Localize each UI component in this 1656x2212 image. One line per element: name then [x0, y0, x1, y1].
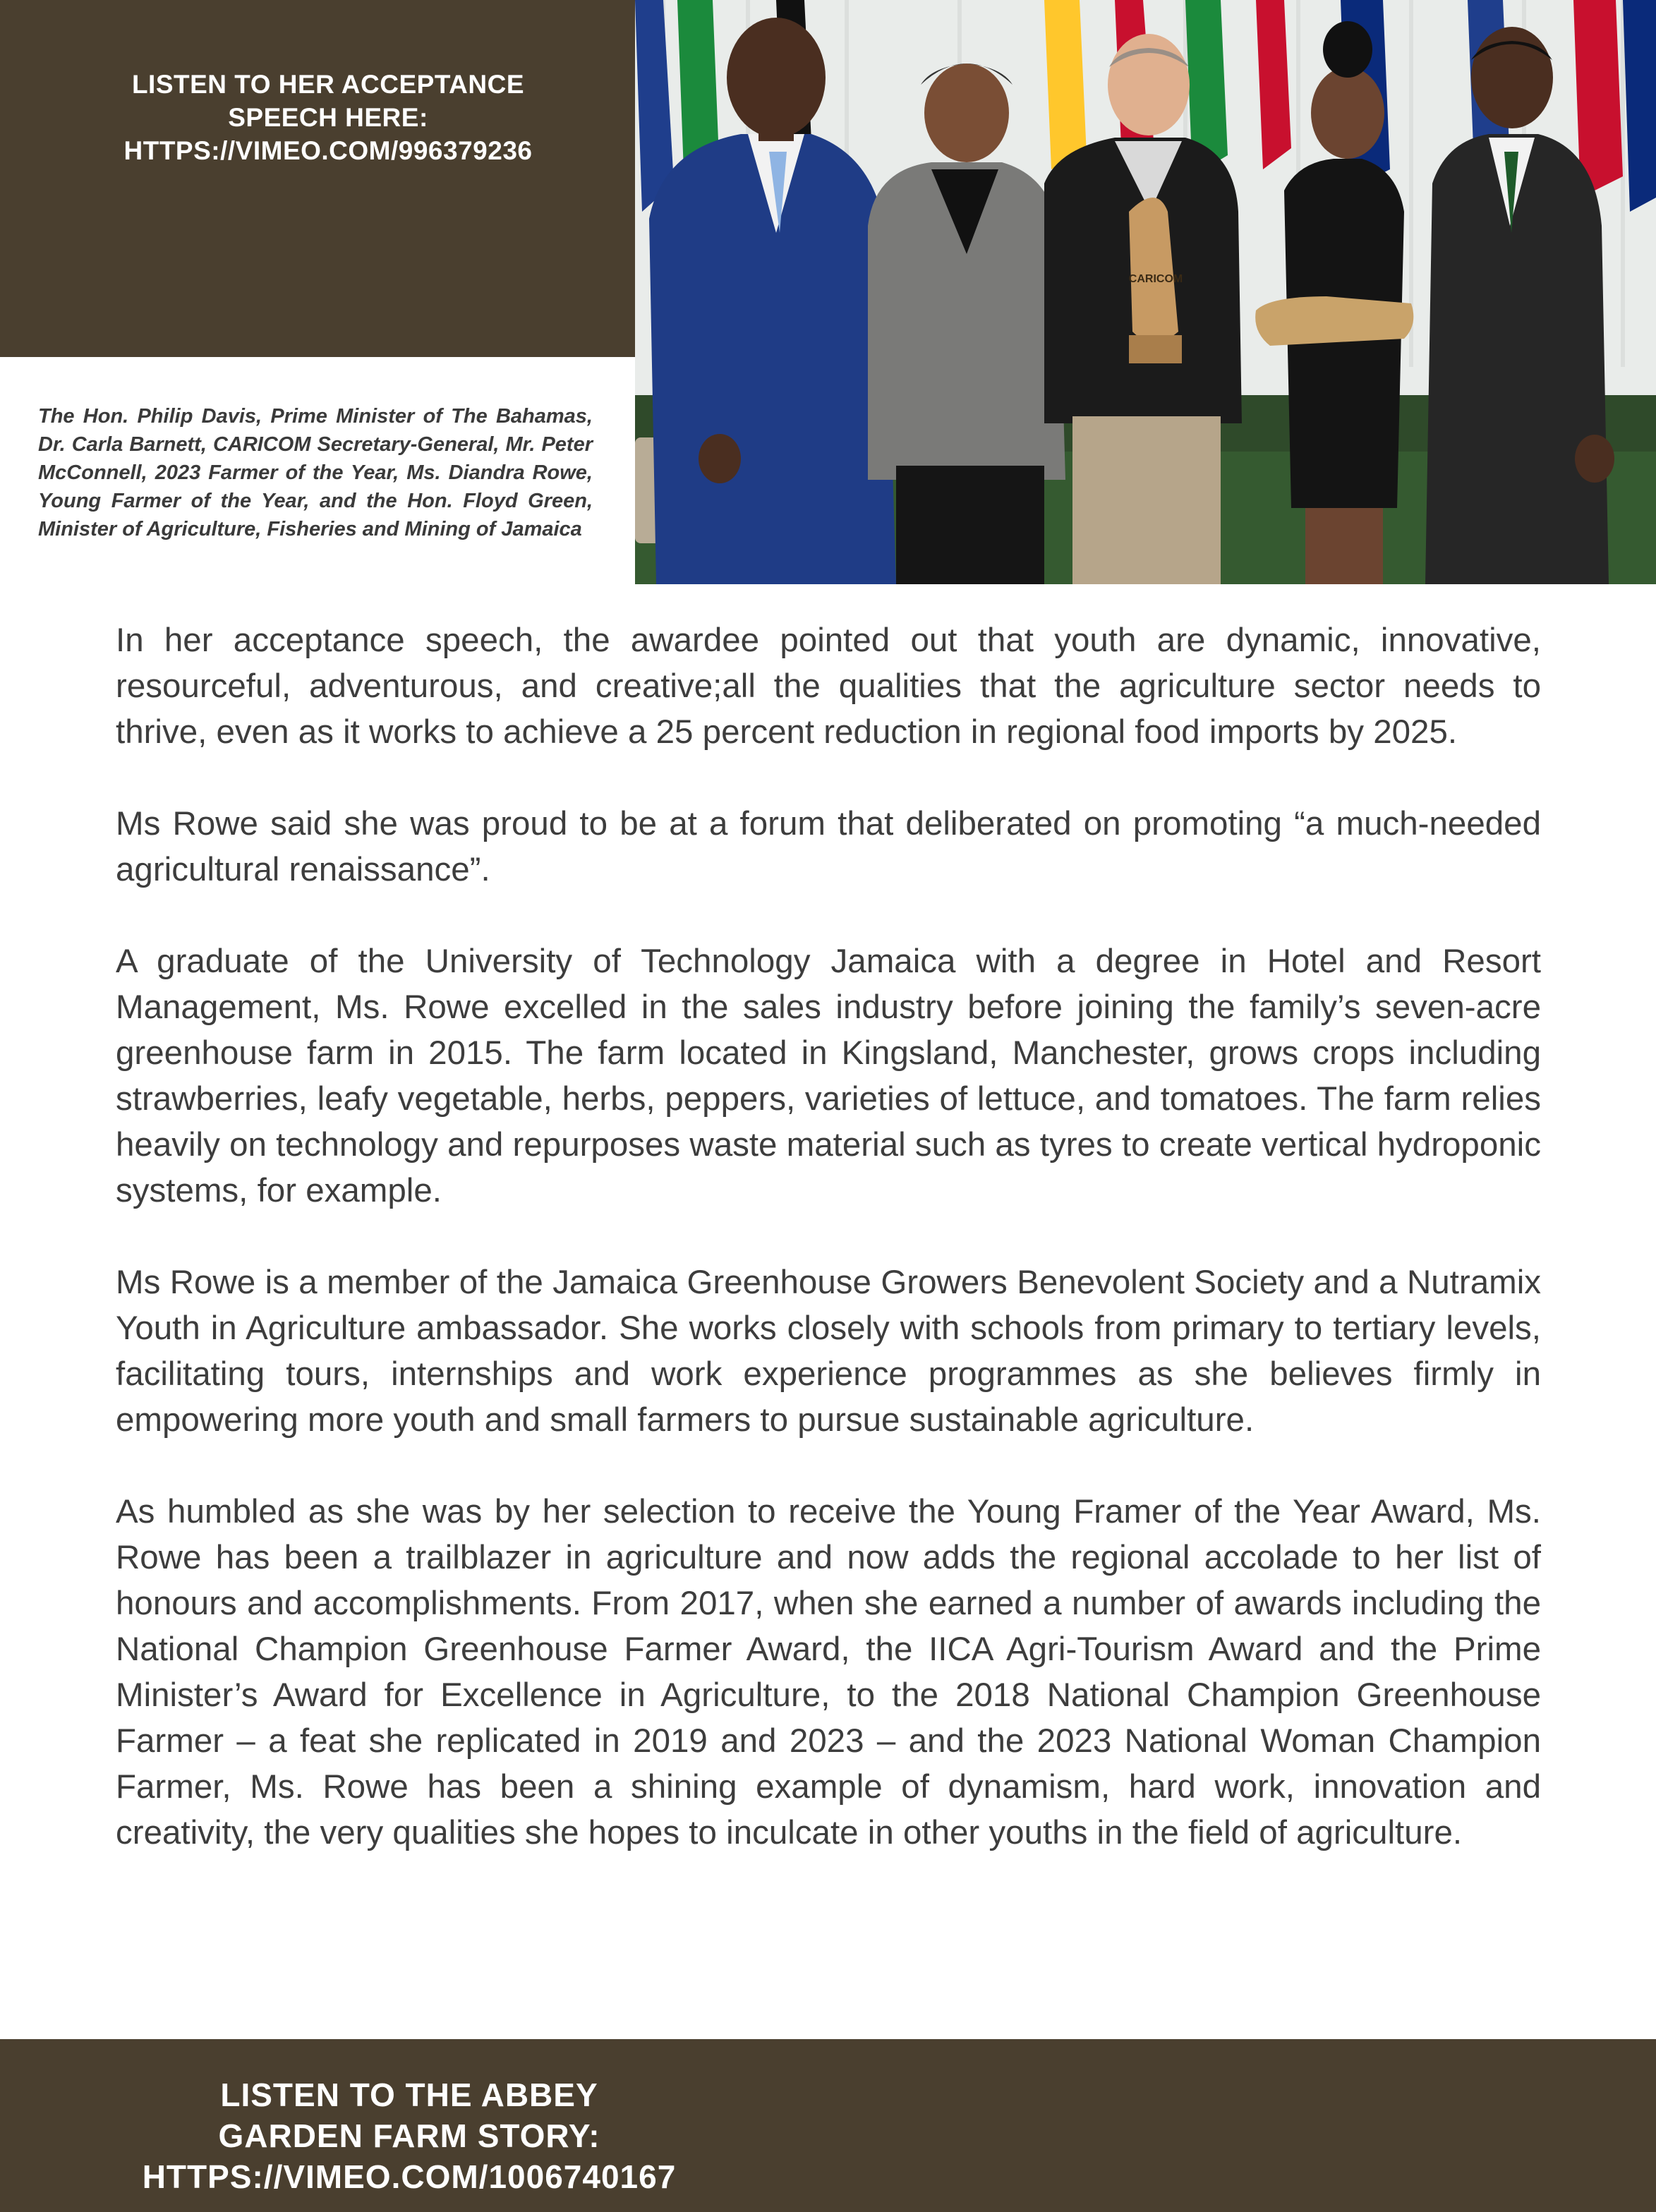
photo-caption: The Hon. Philip Davis, Prime Minister of The Bahamas, Dr. Carla Barnett, CARICOM Secretary-General, Mr. Peter McConnell, 2023 Farmer of the Year, Ms. Diandra Rowe, Young Farmer of the Year, and the Hon. Floyd Green, Minister of Agriculture, Fisheries and Mining of Jamaica	[38, 405, 593, 540]
bottom-promo-bar	[0, 2039, 1656, 2212]
promo-url[interactable]: HTTPS://VIMEO.COM/996379236	[123, 136, 533, 165]
paragraph: Ms Rowe said she was proud to be at a forum that deliberated on promoting “a much-needed agricultural renaissance”.	[116, 805, 1541, 888]
promo-line-1: LISTEN TO HER ACCEPTANCE	[131, 70, 525, 99]
trophy-label: CARICOM	[1128, 273, 1183, 285]
acceptance-speech-link[interactable]	[49, 68, 607, 167]
paragraph: A graduate of the University of Technology Jamaica with a degree in Hotel and Resort Management, Ms. Rowe excelled in the sales industry before joining the family’s seven-acre greenhouse farm in 2015. The farm located in Kingsland, Manchester, grows crops including strawberries, leafy vegetable, herbs, peppers, varieties of lettuce, and tomatoes. The farm relies heavily on technology and repurposes waste material such as tyres to create vertical hydroponic systems, for example.	[116, 943, 1541, 1209]
paragraph: As humbled as she was by her selection to receive the Young Framer of the Year Award, Ms. Rowe has been a trailblazer in agriculture and now adds the regional accolade to her list of honours and accomplishments. From 2017, when she earned a number of awards including the National Champion Greenhouse Farmer Award, the IICA Agri-Tourism Award and the Prime Minister’s Award for Excellence in Agriculture, to the 2018 National Champion Greenhouse Farmer – a feat she replicated in 2019 and 2023 – and the 2023 National Woman Champion Farmer, Ms. Rowe has been a shining example of dynamism, hard work, innovation and creativity, the very qualities she hopes to inculcate in other youths in the field of agriculture.	[116, 1493, 1541, 1851]
paragraph: In her acceptance speech, the awardee pointed out that youth are dynamic, innovative, resourceful, adventurous, and creative;all the qualities that the agriculture sector needs to thrive, even as it works to achieve a 25 percent reduction in regional food imports by 2025.	[116, 622, 1541, 751]
top-promo-panel	[0, 0, 635, 357]
paragraph: Ms Rowe is a member of the Jamaica Greenhouse Growers Benevolent Society and a Nutramix Youth in Agriculture ambassador. She works closely with schools from primary to tertiary levels, facilitating tours, internships and work experience programmes as she believes firmly in empowering more youth and small farmers to pursue sustainable agriculture.	[116, 1264, 1541, 1439]
farm-story-link[interactable]	[56, 2074, 762, 2197]
plaque	[1255, 296, 1413, 346]
promo-line-2: SPEECH HERE:	[228, 103, 428, 132]
promo-url[interactable]: HTTPS://VIMEO.COM/1006740167	[142, 2158, 677, 2195]
promo-line-2: GARDEN FARM STORY:	[218, 2117, 600, 2154]
promo-line-1: LISTEN TO THE ABBEY	[220, 2077, 598, 2113]
award-ceremony-photo	[635, 0, 1656, 584]
article-body	[116, 617, 1541, 1856]
